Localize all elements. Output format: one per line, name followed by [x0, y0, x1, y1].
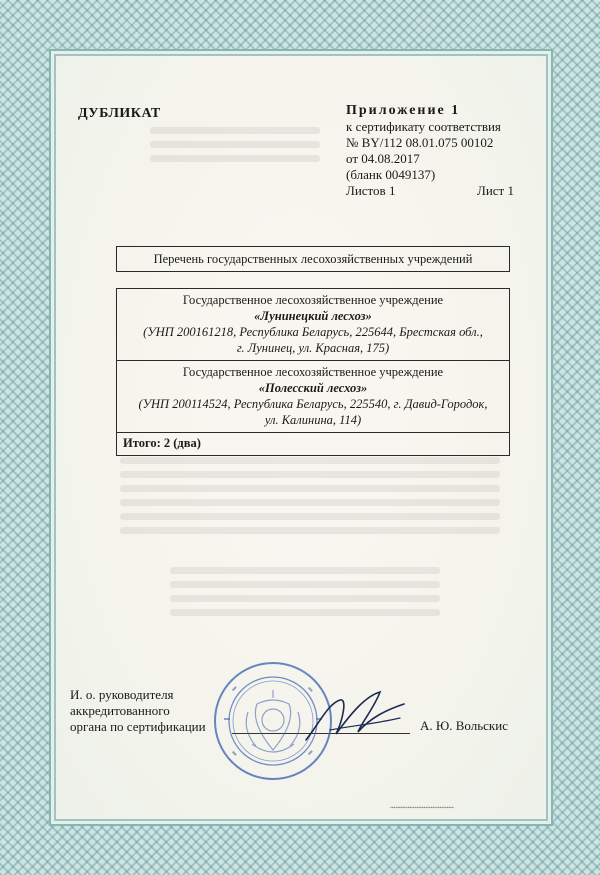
signer-title	[70, 687, 206, 735]
background-watermark-lines	[150, 120, 320, 169]
institution-address: ул. Калинина, 114)	[264, 413, 362, 427]
institution-type: Государственное лесохозяйственное учреждение	[182, 365, 444, 379]
institution-name: «Лунинецкий лесхоз»	[254, 309, 372, 323]
sheet-count-row	[346, 183, 514, 199]
certificate-date: от 04.08.2017	[346, 151, 420, 166]
appendix-title: Приложение 1	[346, 103, 461, 118]
institution-name: «Полесский лесхоз»	[258, 381, 368, 395]
total-count: Итого: 2 (два)	[123, 436, 201, 450]
sheets-total: Листов 1	[346, 183, 396, 198]
institution-type: Государственное лесохозяйственное учреждение	[182, 293, 444, 307]
background-watermark-lines	[120, 450, 500, 541]
table-row	[117, 361, 509, 433]
printing-imprint: ▪▪▪▪▪▪▪▪▪▪▪▪▪▪▪▪▪▪▪▪▪▪▪▪▪▪▪▪▪▪▪▪▪▪▪▪	[390, 806, 454, 811]
table-row	[117, 289, 509, 361]
signer-name: А. Ю. Вольскис	[420, 718, 508, 733]
signer-title-line: аккредитованного	[70, 703, 170, 718]
form-number: (бланк 0049137)	[346, 167, 436, 182]
institution-address: (УНП 200161218, Республика Беларусь, 225644, Брестская обл.,	[143, 325, 483, 339]
sheet-number: Лист 1	[477, 183, 514, 198]
list-title: Перечень государственных лесохозяйственных учреждений	[153, 252, 473, 266]
institution-address: г. Лунинец, ул. Красная, 175)	[236, 341, 390, 355]
appendix-line: к сертификату соответствия	[346, 119, 501, 134]
handwritten-signature	[300, 682, 410, 752]
certificate-number: № BY/112 08.01.075 00102	[346, 135, 494, 150]
duplicate-label: ДУБЛИКАТ	[78, 106, 161, 121]
list-title-box	[116, 246, 510, 272]
appendix-block	[346, 103, 536, 199]
background-watermark-lines	[170, 560, 440, 623]
institution-address: (УНП 200114524, Республика Беларусь, 225540, г. Давид-Городок,	[138, 397, 488, 411]
signer-title-line: И. о. руководителя	[70, 687, 174, 702]
total-row	[117, 433, 509, 455]
signer-title-line: органа по сертификации	[70, 719, 206, 734]
institutions-table	[116, 288, 510, 456]
